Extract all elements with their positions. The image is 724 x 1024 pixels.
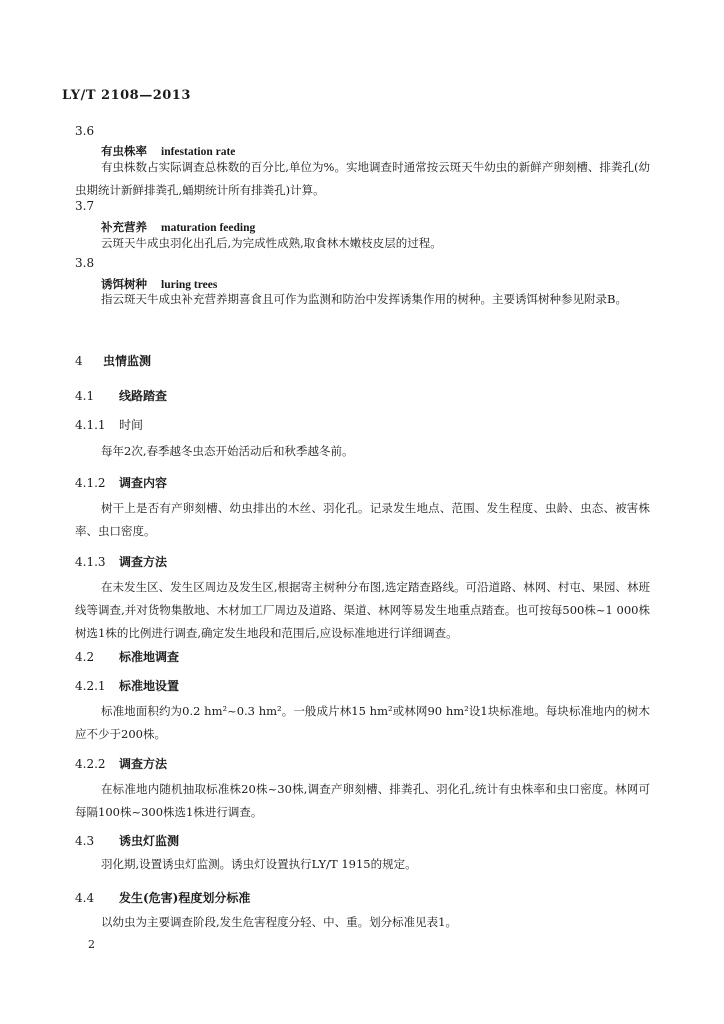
subsection-number: 4.1: [75, 389, 95, 403]
clause-text: 每年2次,春季越冬虫态开始活动后和秋季越冬前。: [101, 444, 354, 458]
clause-number: 4.1.1: [75, 418, 106, 432]
subsection-title: 线路踏查: [119, 389, 168, 403]
term-en: infestation rate: [161, 146, 236, 158]
subsection-heading: [75, 648, 179, 665]
subsection-number: 4.4: [75, 891, 95, 905]
section-heading: [75, 352, 151, 369]
subsection-title: 诱虫灯监测: [119, 834, 180, 848]
term-zh: 有虫株率: [101, 144, 147, 158]
term-number: 3.7: [75, 199, 95, 213]
term-zh: 诱饵树种: [101, 277, 147, 291]
page-number: 2: [88, 938, 95, 951]
clause-number: 4.2.1: [75, 679, 106, 693]
clause-text: 在未发生区、发生区周边及发生区,根据寄主树种分布图,选定踏查路线。可沿道路、林网、村屯、果园、林班线等调查,并对货物集散地、木材加工厂周边及道路、渠道、林网等易发生地重点踏查。也可按每500株~1 000株树选1株的比例进行调查,确定发生地段和范围后,应设标准地进行详细调查。: [75, 580, 650, 640]
clause-title: 标准地设置: [119, 679, 180, 693]
standard-code-header: LY/T 2108—2013: [62, 88, 191, 103]
clause-title: 调查方法: [119, 757, 168, 771]
subsection-title: 发生(危害)程度划分标准: [119, 891, 251, 905]
clause-heading: [75, 755, 167, 772]
clause-number: 4.1.2: [75, 476, 106, 490]
term-definition: 有虫株数占实际调查总株数的百分比,单位为%。实地调查时通常按云斑天牛幼虫的新鲜产卵刻槽、排粪孔(幼虫期统计新鲜排粪孔,蛹期统计所有排粪孔)计算。: [75, 160, 650, 197]
clause-number: 4.2.2: [75, 757, 106, 771]
clause-heading: [75, 416, 143, 433]
subsection-heading: [75, 387, 167, 404]
term-en: maturation feeding: [161, 222, 256, 234]
term-zh: 补充营养: [101, 220, 147, 234]
clause-text: 以幼虫为主要调查阶段,发生危害程度分轻、中、重。划分标准见表1。: [101, 915, 457, 929]
section-number: 4: [75, 354, 83, 368]
clause-title: 调查方法: [119, 555, 168, 569]
subsection-title: 标准地调查: [119, 650, 180, 664]
term-definition: 指云斑天牛成虫补充营养期喜食且可作为监测和防治中发挥诱集作用的树种。主要诱饵树种参见附录B。: [101, 292, 627, 306]
subsection-number: 4.2: [75, 650, 95, 664]
term-number: 3.8: [75, 256, 95, 270]
subsection-heading: [75, 889, 250, 906]
subsection-heading: [75, 832, 179, 849]
clause-text: 在标准地内随机抽取标准株20株~30株,调查产卵刻槽、排粪孔、羽化孔,统计有虫株率和虫口密度。林网可每隔100株~300株选1株进行调查。: [75, 782, 650, 819]
clause-title: 调查内容: [119, 476, 168, 490]
clause-text: 标准地面积约为0.2 hm²~0.3 hm²。一般成片林15 hm²或林网90 hm²设1块标准地。每块标准地内的树木应不少于200株。: [75, 704, 650, 741]
clause-heading: [75, 677, 179, 694]
clause-title: 时间: [119, 418, 144, 432]
clause-heading: [75, 553, 167, 570]
clause-text: 羽化期,设置诱虫灯监测。诱虫灯设置执行LY/T 1915的规定。: [101, 857, 417, 871]
section-title: 虫情监测: [103, 354, 152, 368]
clause-text: 树干上是否有产卵刻槽、幼虫排出的木丝、羽化孔。记录发生地点、范围、发生程度、虫龄、虫态、被害株率、虫口密度。: [75, 501, 650, 538]
term-number: 3.6: [75, 124, 95, 138]
subsection-number: 4.3: [75, 834, 95, 848]
term-en: luring trees: [161, 279, 218, 291]
term-definition: 云斑天牛成虫羽化出孔后,为完成性成熟,取食林木嫩枝皮层的过程。: [101, 236, 442, 250]
clause-heading: [75, 474, 167, 491]
clause-number: 4.1.3: [75, 555, 106, 569]
